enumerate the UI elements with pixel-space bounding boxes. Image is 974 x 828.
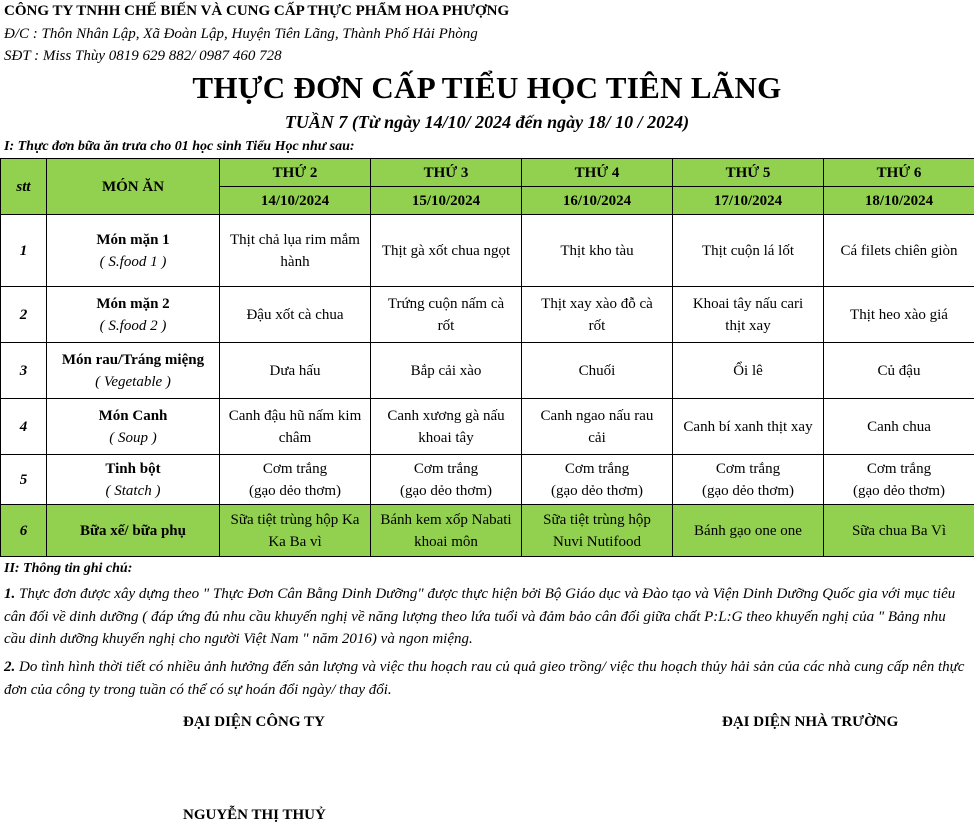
menu-cell: Đậu xốt cà chua bbox=[220, 287, 371, 343]
table-row bbox=[1, 505, 974, 557]
menu-cell: Thịt chả lụa rim mắm hành bbox=[220, 215, 371, 287]
date-header: 16/10/2024 bbox=[522, 187, 673, 215]
dish-sub: ( Statch ) bbox=[105, 482, 161, 499]
note-2: 2. Do tình hình thời tiết có nhiều ảnh hưởng đến sản lượng và việc thu hoạch rau củ quả gieo trồng/ việc thu hoạch thủy hải sản của các nhà cung cấp nên thực đơn của công ty trong tuần có thể có sự hoán đổi ngày/ thay đổi. bbox=[4, 659, 965, 698]
menu-table bbox=[0, 158, 974, 557]
menu-cell: Sữa tiệt trùng hộp Ka Ka Ba vì bbox=[220, 505, 371, 557]
dish-sub: ( S.food 2 ) bbox=[99, 317, 167, 334]
stt-header: stt bbox=[1, 159, 47, 215]
dish-header: MÓN ĂN bbox=[47, 159, 220, 215]
date-header: 14/10/2024 bbox=[220, 187, 371, 215]
menu-cell: Ổi lê bbox=[673, 343, 824, 399]
dish-name: Món mặn 1 bbox=[96, 231, 170, 248]
menu-cell: Thịt gà xốt chua ngọt bbox=[371, 215, 522, 287]
day-header: THỨ 5 bbox=[673, 159, 824, 187]
row-stt: 1 bbox=[1, 215, 47, 287]
date-header: 15/10/2024 bbox=[371, 187, 522, 215]
menu-cell: Canh xương gà nấu khoai tây bbox=[371, 399, 522, 455]
menu-cell: Cơm trắng (gạo dẻo thơm) bbox=[371, 455, 522, 505]
table-row bbox=[1, 287, 974, 343]
menu-cell: Cá filets chiên giòn bbox=[824, 215, 974, 287]
dish-cell bbox=[47, 399, 220, 455]
menu-cell: Dưa hấu bbox=[220, 343, 371, 399]
date-header: 18/10/2024 bbox=[824, 187, 974, 215]
menu-cell: Củ đậu bbox=[824, 343, 974, 399]
menu-cell: Thịt xay xào đỗ cà rốt bbox=[522, 287, 673, 343]
menu-cell: Bánh kem xốp Nabati khoai môn bbox=[371, 505, 522, 557]
page-subtitle: TUẦN 7 (Từ ngày 14/10/ 2024 đến ngày 18/ 10 / 2024) bbox=[284, 112, 690, 132]
menu-cell: Canh chua bbox=[824, 399, 974, 455]
dish-cell bbox=[47, 505, 220, 557]
company-address: Đ/C : Thôn Nhân Lập, Xã Đoàn Lập, Huyện Tiên Lãng, Thành Phố Hải Phòng bbox=[4, 26, 478, 42]
row-stt: 2 bbox=[1, 287, 47, 343]
signature-company-label: ĐẠI DIỆN CÔNG TY bbox=[183, 714, 325, 730]
dish-sub: ( Soup ) bbox=[109, 429, 157, 446]
menu-cell: Cơm trắng (gạo dẻo thơm) bbox=[824, 455, 974, 505]
menu-cell: Thịt heo xào giá bbox=[824, 287, 974, 343]
dish-name: Tinh bột bbox=[105, 460, 161, 477]
menu-cell: Trứng cuộn nấm cà rốt bbox=[371, 287, 522, 343]
day-header: THỨ 3 bbox=[371, 159, 522, 187]
dish-cell bbox=[47, 215, 220, 287]
dish-cell bbox=[47, 287, 220, 343]
row-stt: 4 bbox=[1, 399, 47, 455]
company-phone: SĐT : Miss Thùy 0819 629 882/ 0987 460 728 bbox=[4, 48, 282, 64]
table-row bbox=[1, 455, 974, 505]
menu-cell: Sữa chua Ba Vì bbox=[824, 505, 974, 557]
menu-cell: Cơm trắng (gạo dẻo thơm) bbox=[522, 455, 673, 505]
menu-cell: Canh bí xanh thịt xay bbox=[673, 399, 824, 455]
day-header: THỨ 2 bbox=[220, 159, 371, 187]
row-stt: 3 bbox=[1, 343, 47, 399]
dish-name: Bữa xế/ bữa phụ bbox=[80, 522, 186, 539]
dish-name: Món mặn 2 bbox=[96, 295, 170, 312]
table-row bbox=[1, 343, 974, 399]
dish-sub: ( Vegetable ) bbox=[95, 373, 171, 390]
menu-cell: Thịt kho tàu bbox=[522, 215, 673, 287]
menu-cell: Sữa tiệt trùng hộp Nuvi Nutifood bbox=[522, 505, 673, 557]
day-header: THỨ 4 bbox=[522, 159, 673, 187]
row-stt: 6 bbox=[1, 505, 47, 557]
menu-cell: Thịt cuộn lá lốt bbox=[673, 215, 824, 287]
company-name: CÔNG TY TNHH CHẾ BIẾN VÀ CUNG CẤP THỰC PHẨM HOA PHƯỢNG bbox=[4, 3, 510, 19]
section-2-label: II: Thông tin ghi chú: bbox=[4, 561, 133, 576]
dish-sub: ( S.food 1 ) bbox=[99, 253, 167, 270]
menu-cell: Cơm trắng (gạo dẻo thơm) bbox=[220, 455, 371, 505]
dish-cell bbox=[47, 343, 220, 399]
table-row bbox=[1, 399, 974, 455]
menu-cell: Chuối bbox=[522, 343, 673, 399]
dish-name: Món rau/Tráng miệng bbox=[61, 351, 205, 368]
signature-school-label: ĐẠI DIỆN NHÀ TRƯỜNG bbox=[722, 714, 899, 730]
signer-name: NGUYỄN THỊ THUỶ bbox=[183, 807, 326, 823]
menu-cell: Bắp cải xào bbox=[371, 343, 522, 399]
menu-cell: Canh ngao nấu rau cải bbox=[522, 399, 673, 455]
dish-cell bbox=[47, 455, 220, 505]
menu-cell: Bánh gạo one one bbox=[673, 505, 824, 557]
row-stt: 5 bbox=[1, 455, 47, 505]
day-header: THỨ 6 bbox=[824, 159, 974, 187]
dish-name: Món Canh bbox=[98, 407, 168, 424]
menu-cell: Khoai tây nấu cari thịt xay bbox=[673, 287, 824, 343]
table-row bbox=[1, 215, 974, 287]
date-header: 17/10/2024 bbox=[673, 187, 824, 215]
menu-cell: Canh đậu hũ nấm kim châm bbox=[220, 399, 371, 455]
section-1-label: I: Thực đơn bữa ăn trưa cho 01 học sinh Tiểu Học như sau: bbox=[4, 139, 355, 154]
page-title: THỰC ĐƠN CẤP TIỂU HỌC TIÊN LÃNG bbox=[192, 70, 782, 105]
note-1: 1. Thực đơn được xây dựng theo " Thực Đơn Cân Bằng Dinh Dưỡng" được thực hiện bởi Bộ Giáo dục và Đào tạo và Viện Dinh Dưỡng Quốc gia với mục tiêu cân đối về dinh dưỡng ( đáp ứng đủ nhu cầu khuyến nghị về năng lượng theo lứa tuổi và đảm bảo cân đối giữa chất P:L:G theo khuyến nghị của " Bảng nhu cầu dinh dưỡng khuyến nghị cho người Việt Nam " năm 2016) và ngon miệng. bbox=[4, 586, 956, 647]
menu-cell: Cơm trắng (gạo dẻo thơm) bbox=[673, 455, 824, 505]
